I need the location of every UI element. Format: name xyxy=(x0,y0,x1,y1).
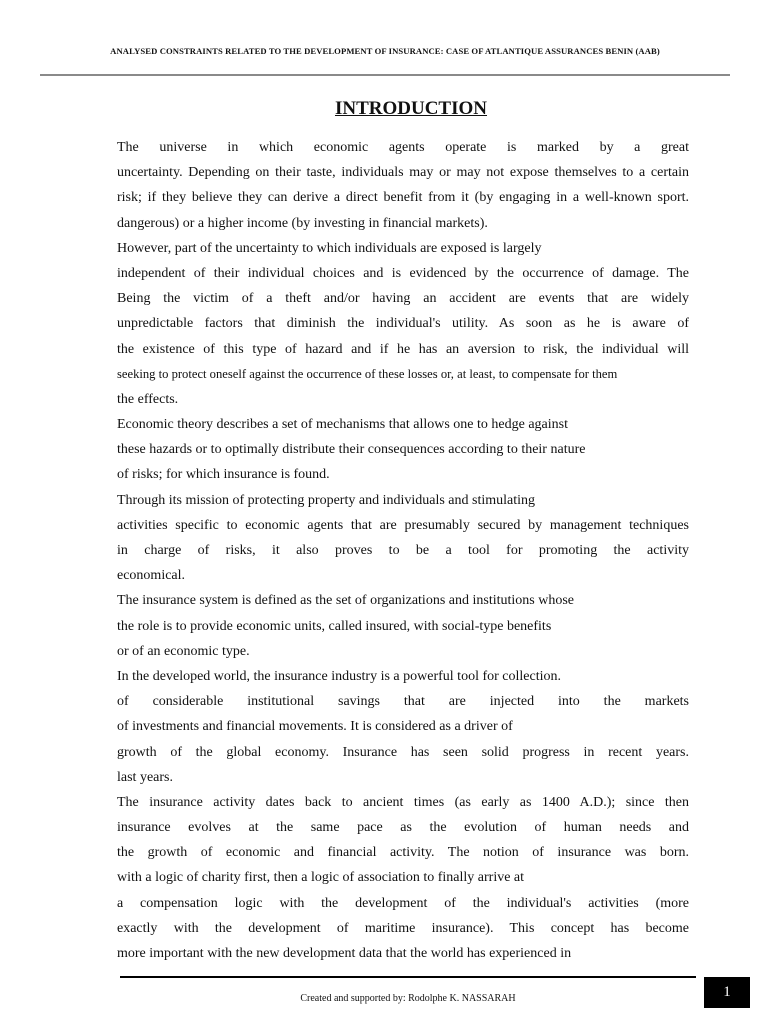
text-line: Economic theory describes a set of mechanisms that allows one to hedge against xyxy=(117,417,568,433)
text-line: of investments and financial movements. It is considered as a driver of xyxy=(117,719,513,735)
text-line: of considerable institutional savings that are injected into the markets xyxy=(117,694,689,710)
text-line: insurance evolves at the same pace as the evolution of human needs and xyxy=(117,820,689,836)
text-line: the existence of this type of hazard and if he has an aversion to risk, the individual will xyxy=(117,341,689,357)
text-line: economical. xyxy=(117,568,186,584)
text-line: risk; if they believe they can derive a direct benefit from it (by engaging in a well-known sport. xyxy=(117,190,689,206)
page-number: 1 xyxy=(723,984,731,1000)
text-line: The insurance activity dates back to ancient times (as early as 1400 A.D.); since then xyxy=(117,794,689,810)
text-line: in charge of risks, it also proves to be a tool for promoting the activity xyxy=(117,543,689,558)
page-number-badge xyxy=(704,977,750,1008)
footer-divider xyxy=(120,976,696,978)
text-line: the effects. xyxy=(117,391,179,407)
running-header: ANALYSED CONSTRAINTS RELATED TO THE DEVELOPMENT OF INSURANCE: CASE OF ATLANTIQUE ASSURANCES BENIN (AAB) xyxy=(110,46,660,56)
text-line: The universe in which economic agents operate is marked by a great xyxy=(117,140,689,155)
text-line: these hazards or to optimally distribute their consequences according to their nature xyxy=(117,442,586,458)
text-line: exactly with the development of maritime insurance). This concept has become xyxy=(117,920,689,936)
text-line: activities specific to economic agents that are presumably secured by management techniques xyxy=(117,517,689,533)
text-line: independent of their individual choices and is evidenced by the occurrence of damage. The xyxy=(117,265,689,281)
text-line: the growth of economic and financial activity. The notion of insurance was born. xyxy=(117,845,689,861)
header-divider xyxy=(40,74,730,76)
text-line: The insurance system is defined as the set of organizations and institutions whose xyxy=(117,593,574,609)
text-line: However, part of the uncertainty to which individuals are exposed is largely xyxy=(117,240,542,256)
text-line: a compensation logic with the development of the individual's activities (more xyxy=(117,895,689,911)
text-line: seeking to protect oneself against the occurrence of these losses or, at least, to compensate for them xyxy=(117,366,618,381)
text-line: uncertainty. Depending on their taste, individuals may or may not expose themselves to a certain xyxy=(117,165,689,181)
text-line: last years. xyxy=(117,769,173,785)
text-line: of risks; for which insurance is found. xyxy=(117,467,330,483)
text-line: with a logic of charity first, then a logic of association to finally arrive at xyxy=(117,870,525,886)
footer-credit: Created and supported by: Rodolphe K. NASSARAH xyxy=(300,993,516,1004)
page-title: INTRODUCTION xyxy=(334,98,488,119)
text-line: or of an economic type. xyxy=(117,643,250,659)
text-line: the role is to provide economic units, called insured, with social-type benefits xyxy=(117,618,552,634)
text-line: more important with the new development data that the world has experienced in xyxy=(117,946,572,961)
text-line: In the developed world, the insurance industry is a powerful tool for collection. xyxy=(117,668,561,684)
text-line: Through its mission of protecting property and individuals and stimulating xyxy=(117,492,536,508)
text-line: growth of the global economy. Insurance has seen solid progress in recent years. xyxy=(117,744,689,760)
text-line: unpredictable factors that diminish the individual's utility. As soon as he is aware of xyxy=(117,316,689,332)
text-line: dangerous) or a higher income (by investing in financial markets). xyxy=(117,215,488,231)
body-text xyxy=(117,135,689,966)
text-line: Being the victim of a theft and/or having an accident are events that are widely xyxy=(117,291,689,307)
